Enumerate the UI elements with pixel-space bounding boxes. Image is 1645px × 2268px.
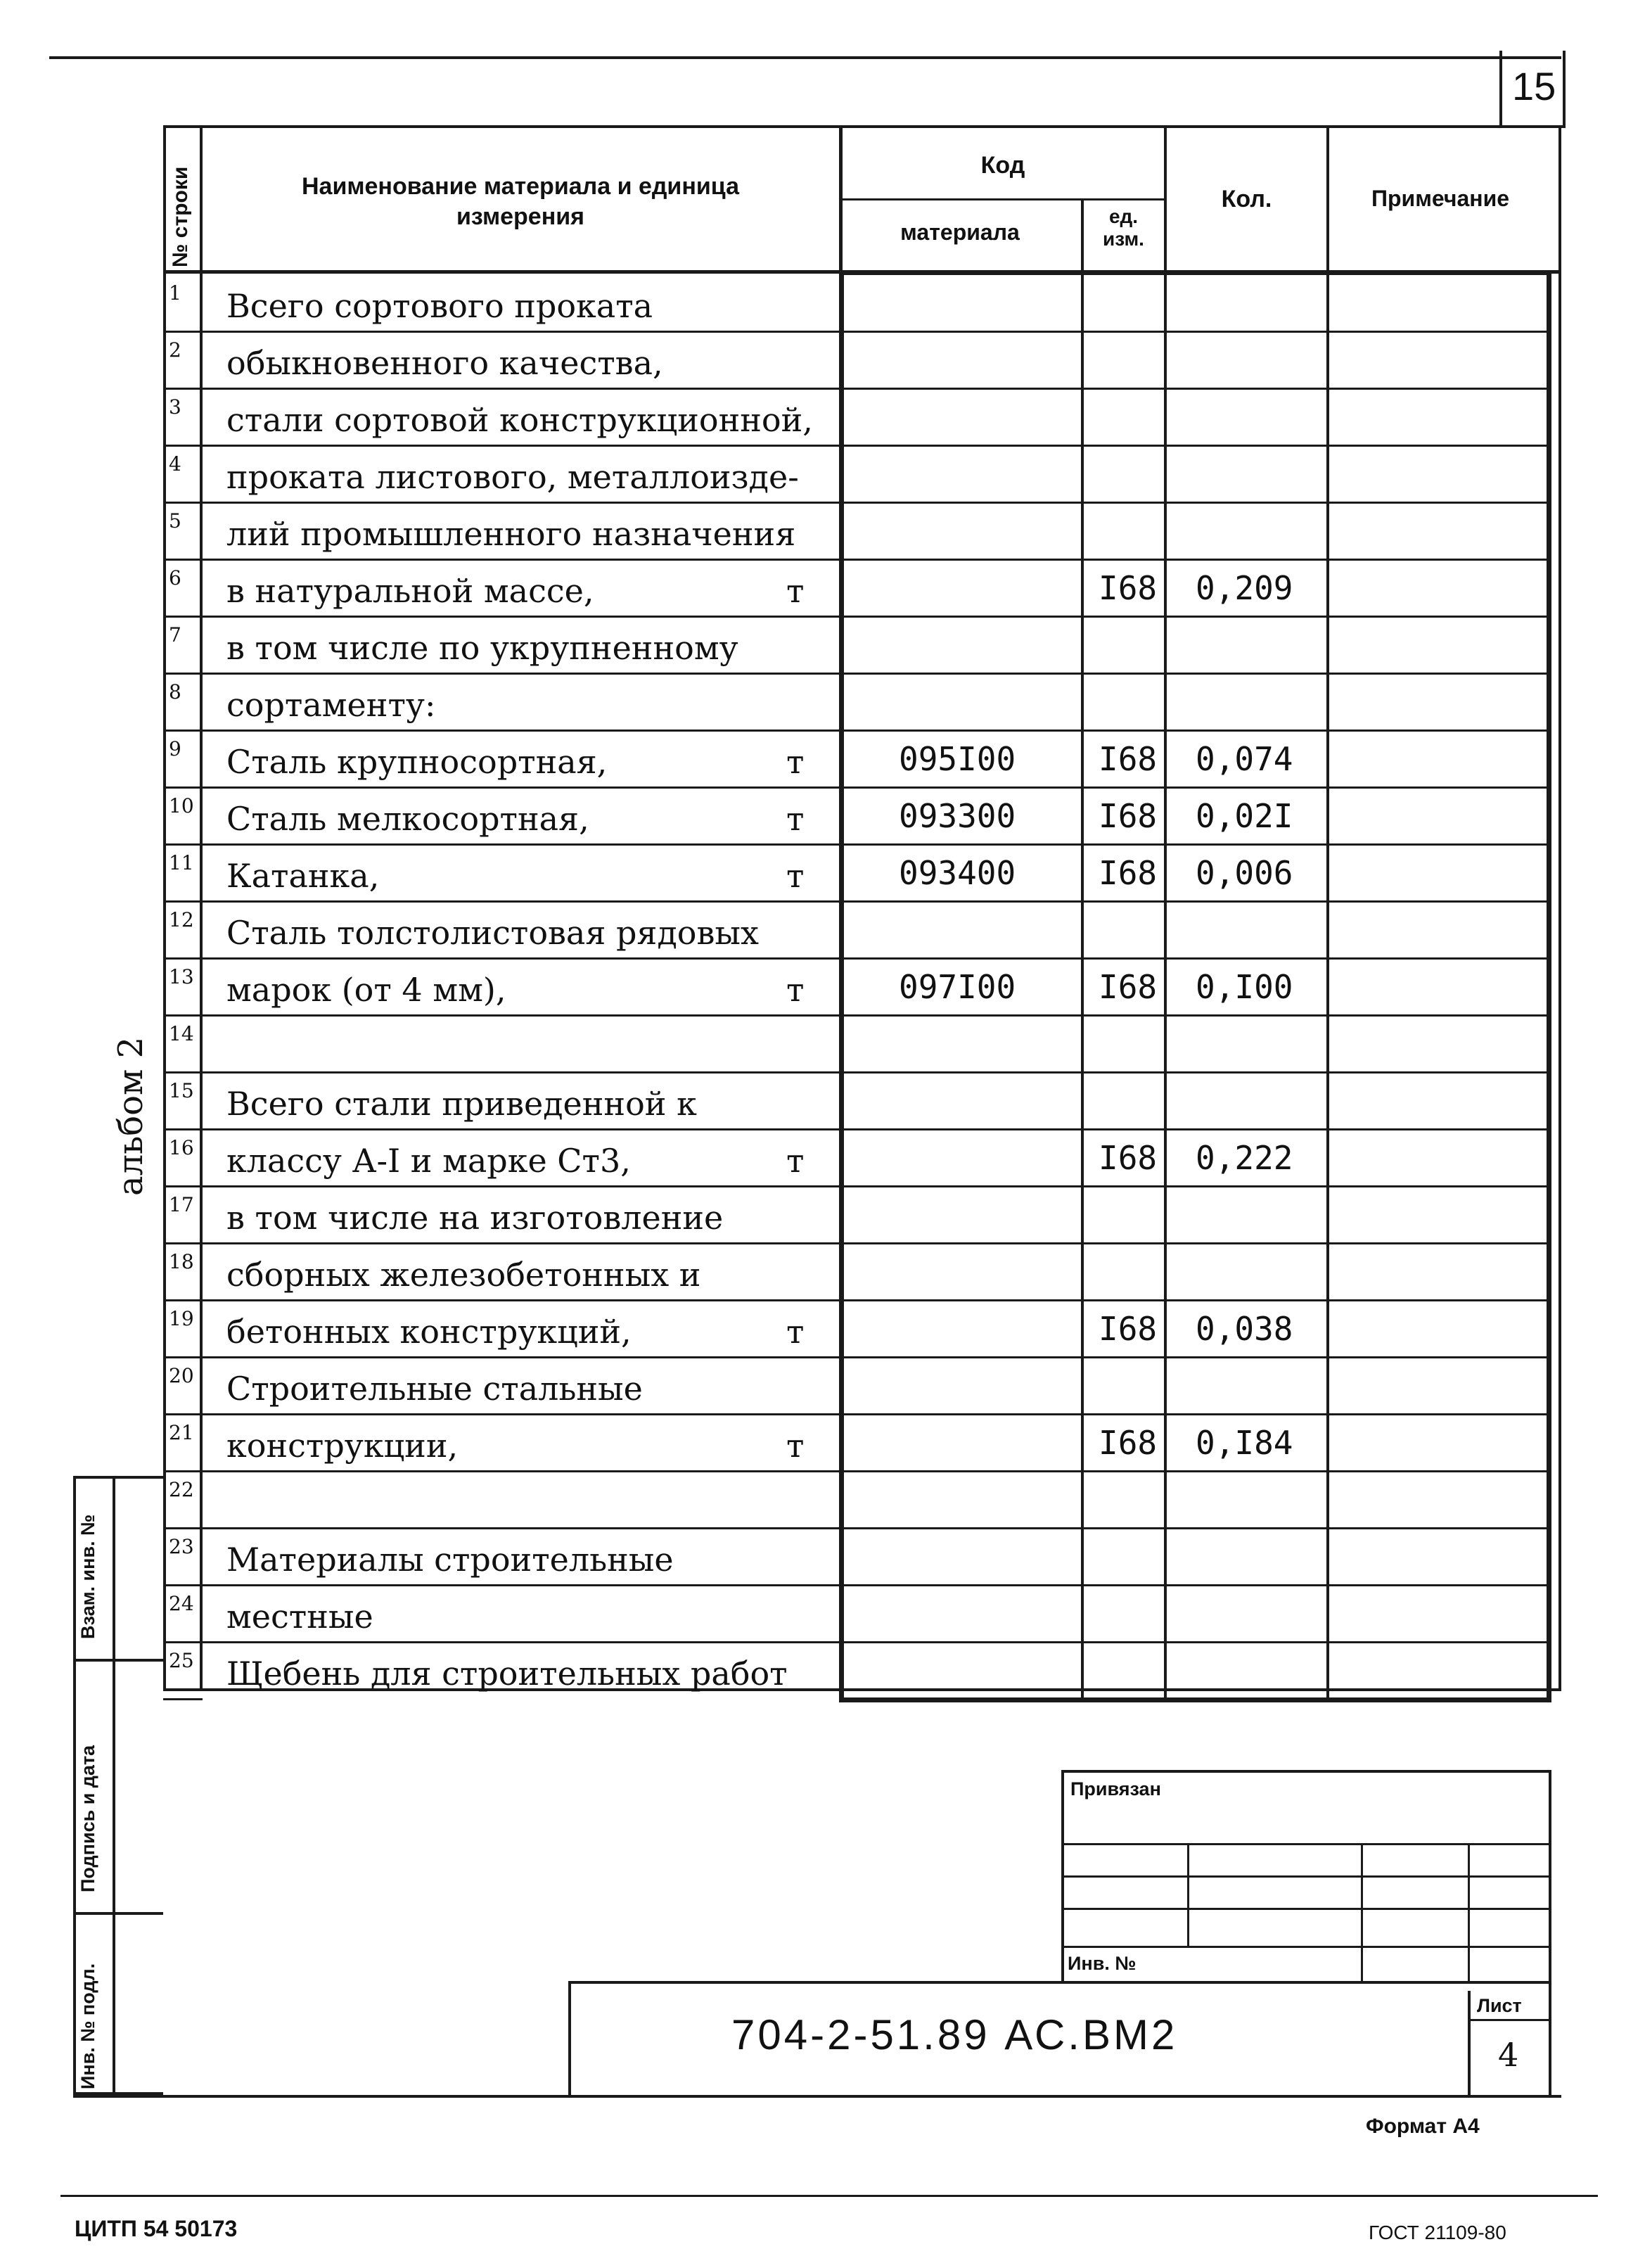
header-note: Примечание (1371, 186, 1510, 211)
row-name: лий промышленного назначения (226, 515, 796, 553)
row-rule (163, 1185, 1551, 1187)
row-rule (163, 1584, 1551, 1586)
col-divider-num (200, 125, 203, 1691)
row-unit: т (786, 1142, 805, 1180)
row-rule (163, 843, 1551, 846)
row-unit-code: I68 (1099, 854, 1158, 892)
header-name: Наименование материала и единица измерения (302, 173, 739, 230)
row-unit: т (786, 743, 805, 781)
row-quantity: 0,222 (1196, 1139, 1293, 1177)
header-code: Код (980, 152, 1025, 179)
row-number: 3 (169, 395, 181, 419)
row-rule (163, 957, 1551, 960)
privyazan-rule-1 (1061, 1843, 1551, 1845)
row-rule (163, 1641, 1551, 1643)
row-unit-code: I68 (1099, 968, 1158, 1006)
row-unit-code: I68 (1099, 740, 1158, 778)
footer-left: ЦИТП 54 50173 (75, 2216, 238, 2241)
row-unit: т (786, 857, 805, 895)
row-rule (163, 388, 1551, 390)
row-unit-code: I68 (1099, 569, 1158, 607)
row-rule (163, 1128, 1551, 1130)
row-number: 5 (169, 509, 181, 533)
row-number: 8 (169, 680, 181, 703)
row-rule (163, 1071, 1551, 1074)
row-unit-code: I68 (1099, 797, 1158, 835)
privyazan-rule-4 (1061, 1946, 1551, 1948)
row-name: конструкции, (226, 1427, 459, 1465)
row-name: местные (226, 1598, 373, 1636)
title-block-bottom-rule (73, 2095, 1561, 2098)
row-quantity: 0,I84 (1196, 1424, 1293, 1462)
code-header-rule (839, 198, 1167, 200)
album-label: альбом 2 (111, 1036, 151, 1196)
row-rule (163, 1470, 1551, 1472)
row-number: 15 (169, 1079, 194, 1102)
document-designation: 704-2-51.89 АС.ВМ2 (731, 2011, 1178, 2058)
row-number: 18 (169, 1250, 194, 1273)
row-rule (163, 900, 1551, 903)
privyazan-rule-3 (1061, 1908, 1551, 1910)
row-number: 23 (169, 1535, 194, 1558)
row-number: 16 (169, 1136, 194, 1159)
row-rule (163, 1698, 203, 1700)
row-material-code: 097I00 (899, 968, 1016, 1006)
col-divider-qty (1326, 125, 1329, 1702)
row-number: 24 (169, 1592, 194, 1615)
row-unit: т (786, 1427, 805, 1465)
row-name: Сталь мелкосортная, (226, 800, 589, 838)
side-inv-podl: Инв. № подл. (77, 1963, 98, 2089)
sheet-number: 4 (1498, 2036, 1519, 2074)
side-stamp-rule-2 (73, 1912, 163, 1915)
privyazan-label: Привязан (1070, 1778, 1161, 1799)
row-rule (163, 445, 1551, 447)
row-rule (163, 786, 1551, 789)
privyazan-col-1 (1187, 1843, 1189, 1946)
row-number: 20 (169, 1364, 194, 1387)
row-number: 6 (169, 566, 181, 590)
header-material: материала (900, 219, 1020, 245)
row-quantity: 0,038 (1196, 1310, 1293, 1348)
row-name: в том числе на изготовление (226, 1199, 724, 1237)
row-name: сортаменту: (226, 686, 436, 724)
row-name: Всего сортового проката (226, 287, 653, 325)
row-quantity: 0,006 (1196, 854, 1293, 892)
row-number: 9 (169, 737, 181, 760)
row-number: 4 (169, 452, 181, 476)
row-quantity: 0,I00 (1196, 968, 1293, 1006)
privyazan-col-2 (1361, 1843, 1363, 1981)
row-name: обыкновенного качества, (226, 344, 663, 382)
sheet-label: Лист (1477, 1995, 1522, 2016)
footer-right: ГОСТ 21109-80 (1369, 2222, 1506, 2243)
row-rule (163, 1356, 1551, 1358)
row-name: Всего стали приведенной к (226, 1085, 697, 1123)
row-rule (163, 616, 1551, 618)
inv-no-label: Инв. № (1068, 1953, 1137, 1974)
privyazan-col-3 (1468, 1843, 1470, 1981)
row-material-code: 095I00 (899, 740, 1016, 778)
row-number: 2 (169, 338, 181, 362)
format-label: Формат А4 (1366, 2115, 1480, 2138)
row-number: 7 (169, 623, 181, 646)
row-rule (163, 1527, 1551, 1529)
row-name: проката листового, металлоизде- (226, 458, 799, 496)
row-number: 25 (169, 1649, 194, 1672)
row-rule (163, 502, 1551, 504)
privyazan-rule-2 (1061, 1875, 1551, 1878)
side-podpis: Подпись и дата (77, 1745, 98, 1892)
side-vzam: Взам. инв. № (77, 1514, 98, 1639)
row-name: Строительные стальные (226, 1370, 643, 1408)
row-unit: т (786, 800, 805, 838)
header-row-no: № строки (169, 166, 192, 267)
row-number: 22 (169, 1478, 194, 1501)
row-name: классу А-I и марке Ст3, (226, 1142, 631, 1180)
header-unit-2: изм. (1103, 228, 1144, 250)
row-name: Щебень для строительных работ (226, 1655, 788, 1693)
row-unit: т (786, 1313, 805, 1351)
row-rule (163, 331, 1551, 333)
col-divider-material (1081, 198, 1084, 1702)
row-rule (163, 1014, 1551, 1017)
side-stamp-divider (113, 1476, 115, 2095)
row-number: 13 (169, 965, 194, 988)
col-divider-unit (1164, 125, 1167, 1702)
row-name: в натуральной массе, (226, 572, 594, 610)
col-divider-name (839, 125, 843, 1698)
row-rule (163, 730, 1551, 732)
header-qty: Кол. (1221, 186, 1272, 212)
row-quantity: 0,209 (1196, 569, 1293, 607)
row-quantity: 0,074 (1196, 740, 1293, 778)
row-rule (163, 1299, 1551, 1301)
row-number: 11 (169, 851, 194, 874)
row-unit-code: I68 (1099, 1139, 1158, 1177)
row-number: 17 (169, 1193, 194, 1216)
row-rule (163, 559, 1551, 561)
footer-rule (60, 2195, 1598, 2197)
row-unit: т (786, 572, 805, 610)
row-material-code: 093300 (899, 797, 1016, 835)
row-number: 21 (169, 1421, 194, 1444)
row-name: сборных железобетонных и (226, 1256, 701, 1294)
row-number: 19 (169, 1307, 194, 1330)
row-quantity: 0,02I (1196, 797, 1293, 835)
header-unit-1: ед. (1108, 205, 1139, 227)
row-number: 12 (169, 908, 194, 931)
row-name: в том числе по укрупненному (226, 629, 738, 667)
row-name: Катанка, (226, 857, 380, 895)
row-unit-code: I68 (1099, 1424, 1158, 1462)
side-stamp-rule-1 (73, 1659, 163, 1662)
row-name: бетонных конструкций, (226, 1313, 632, 1351)
row-material-code: 093400 (899, 854, 1016, 892)
row-number: 14 (169, 1022, 194, 1045)
row-name: Сталь крупносортная, (226, 743, 608, 781)
row-name: Материалы строительные (226, 1541, 674, 1579)
sheet-box-rule (1468, 2019, 1551, 2021)
row-rule (163, 1242, 1551, 1244)
row-unit: т (786, 971, 805, 1009)
top-rule (49, 56, 1561, 59)
row-name: Сталь толстолистовая рядовых (226, 914, 759, 952)
row-rule (163, 1413, 1551, 1415)
page-number: 15 (1512, 64, 1556, 108)
row-name: стали сортовой конструкционной, (226, 401, 813, 439)
row-name: марок (от 4 мм), (226, 971, 506, 1009)
row-number: 10 (169, 794, 194, 817)
row-rule (163, 673, 1551, 675)
row-unit-code: I68 (1099, 1310, 1158, 1348)
row-number: 1 (169, 281, 181, 305)
